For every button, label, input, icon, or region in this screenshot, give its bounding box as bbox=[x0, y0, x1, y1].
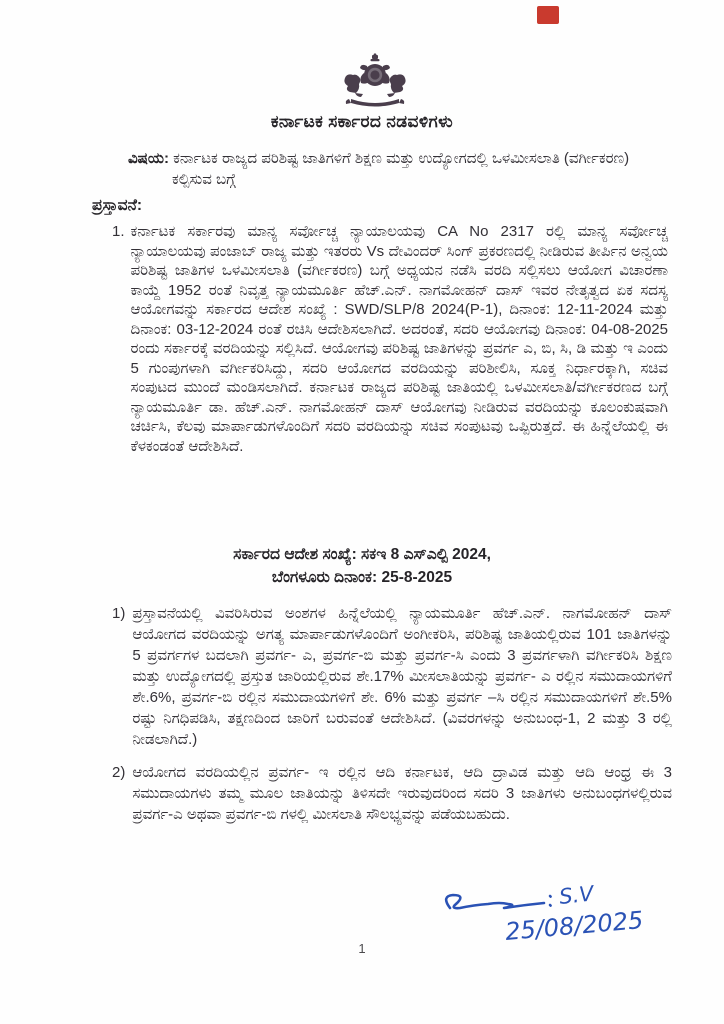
emblem-graphic bbox=[341, 53, 409, 111]
document-title: ಕರ್ನಾಟಕ ಸರ್ಕಾರದ ನಡವಳಿಗಳು bbox=[270, 112, 454, 131]
order-item-text: ಆಯೋಗದ ವರದಿಯಲ್ಲಿನ ಪ್ರವರ್ಗ- ಇ ರಲ್ಲಿನ ಆದಿ ಕರ್ನಾಟಕ, ಆದಿ ದ್ರಾವಿಡ ಮತ್ತು ಆದಿ ಆಂಧ್ರ ಈ 3 ಸಮುದಾಯಗಳು ತಮ್ಮ ಮೂಲ ಜಾತಿಯನ್ನು ತಿಳಿಸದೇ ಇರುವುದರಿಂದ ಸದರಿ 3 ಜಾತಿಗಳು ಅನುಬಂಧಗಳಲ್ಲಿರುವ ಪ್ರವರ್ಗ-ಎ ಅಥವಾ ಪ್ರವರ್ಗ-ಬಿ ಗಳಲ್ಲಿ ಮೀಸಲಾತಿ ಸೌಲಭ್ಯವನ್ನು ಪಡೆಯಬಹುದು. bbox=[132, 764, 672, 823]
signature-date: 25/08/2025 bbox=[504, 906, 645, 946]
preamble-item-text: ಕರ್ನಾಟಕ ಸರ್ಕಾರವು ಮಾನ್ಯ ಸರ್ವೋಚ್ಚ ನ್ಯಾಯಾಲಯವು CA No 2317 ರಲ್ಲಿ ಮಾನ್ಯ ಸರ್ವೋಚ್ಚ ನ್ಯಾಯಾಲಯವು ಪಂಜಾಬ್ ರಾಜ್ಯ ಮತ್ತು ಇತರರು Vs ದೇವಿಂದರ್ ಸಿಂಗ್ ಪ್ರಕರಣದಲ್ಲಿ ನೀಡಿರುವ ತೀರ್ಪಿನ ಅನ್ವಯ ಪರಿಶಿಷ್ಟ ಜಾತಿಗಳ ಒಳಮೀಸಲಾತಿ (ವರ್ಗೀಕರಣ) ಬಗ್ಗೆ ಅಧ್ಯಯನ ನಡೆಸಿ ವರದಿ ಸಲ್ಲಿಸಲು ಆಯೋಗ ವಿಚಾರಣಾ ಕಾಯ್ದೆ 1952 ರಂತೆ ನಿವೃತ್ತ ನ್ಯಾಯಮೂರ್ತಿ ಹೆಚ್.ಎನ್. ನಾಗಮೋಹನ್ ದಾಸ್ ಇವರ ನೇತೃತ್ವದ ಏಕ ಸದಸ್ಯ ಆಯೋಗವನ್ನು ಸರ್ಕಾರದ ಆದೇಶ ಸಂಖ್ಯೆ : SWD/SLP/8 2024(P-1), ದಿನಾಂಕ: 12-11-2024 ಮತ್ತು ದಿನಾಂಕ: 03-12-2024 ರಂತೆ ರಚಿಸಿ ಆದೇಶಿಸಲಾಗಿದೆ. ಅದರಂತೆ, ಸದರಿ ಆಯೋಗವು ದಿನಾಂಕ: 04-08-2025 ರಂದು ಸರ್ಕಾರಕ್ಕೆ ವರದಿಯನ್ನು ಸಲ್ಲಿಸಿದೆ. ಆಯೋಗವು ಪರಿಶಿಷ್ಟ ಜಾತಿಗಳನ್ನು ಪ್ರವರ್ಗ ಎ, ಬಿ, ಸಿ, ಡಿ ಮತ್ತು ಇ ಎಂದು 5 ಗುಂಪುಗಳಾಗಿ ವರ್ಗೀಕರಿಸಿದ್ದು, ಸದರಿ ಆಯೋಗದ ವರದಿಯನ್ನು ಪರಿಶೀಲಿಸಿ, ಸೂಕ್ತ ನಿರ್ಧಾರಕ್ಕಾಗಿ, ಸಚಿವ ಸಂಪುಟದ ಮುಂದೆ ಮಂಡಿಸಲಾಗಿದೆ. ಕರ್ನಾಟಕ ರಾಜ್ಯದ ಪರಿಶಿಷ್ಟ ಜಾತಿಯಲ್ಲಿ ಒಳಮೀಸಲಾತಿ/ವರ್ಗೀಕರಣದ ಬಗ್ಗೆ ನ್ಯಾಯಮೂರ್ತಿ ಡಾ. ಹೆಚ್.ಎನ್. ನಾಗಮೋಹನ್ ದಾಸ್ ಆಯೋಗವು ನೀಡಿರುವ ವರದಿಯನ್ನು ಕೂಲಂಕುಷವಾಗಿ ಚರ್ಚಿಸಿ, ಕೆಲವು ಮಾರ್ಪಾಡುಗಳೊಂದಿಗೆ ಸದರಿ ವರದಿಯನ್ನು ಸಚಿವ ಸಂಪುಟವು ಒಪ್ಪಿರುತ್ತದೆ. ಈ ಹಿನ್ನೆಲೆಯಲ್ಲಿ ಈ ಕೆಳಕಂಡಂತೆ ಆದೇಶಿಸಿದೆ. bbox=[130, 223, 668, 455]
order-items bbox=[112, 603, 672, 837]
page-number: 1 bbox=[358, 941, 366, 956]
order-item-text: ಪ್ರಸ್ತಾವನೆಯಲ್ಲಿ ವಿವರಿಸಿರುವ ಅಂಶಗಳ ಹಿನ್ನೆಲೆಯಲ್ಲಿ ನ್ಯಾಯಮೂರ್ತಿ ಹೆಚ್.ಎನ್. ನಾಗಮೋಹನ್ ದಾಸ್ ಆಯೋಗದ ವರದಿಯನ್ನು ಅಗತ್ಯ ಮಾರ್ಪಾಡುಗಳೊಂದಿಗೆ ಅಂಗೀಕರಿಸಿ, ಪರಿಶಿಷ್ಟ ಜಾತಿಯಲ್ಲಿರುವ 101 ಜಾತಿಗಳನ್ನು 5 ಪ್ರವರ್ಗಗಳ ಬದಲಾಗಿ ಪ್ರವರ್ಗ- ಎ, ಪ್ರವರ್ಗ-ಬಿ ಮತ್ತು ಪ್ರವರ್ಗ-ಸಿ ಎಂದು 3 ಪ್ರವರ್ಗಳಾಗಿ ವರ್ಗೀಕರಿಸಿ ಶಿಕ್ಷಣ ಮತ್ತು ಉದ್ಯೋಗದಲ್ಲಿ ಪ್ರಸ್ತುತ ಜಾರಿಯಲ್ಲಿರುವ ಶೇ.17% ಮೀಸಲಾತಿಯನ್ನು ಪ್ರವರ್ಗ- ಎ ರಲ್ಲಿನ ಸಮುದಾಯಗಳಿಗೆ ಶೇ.6%, ಪ್ರವರ್ಗ-ಬಿ ರಲ್ಲಿನ ಸಮುದಾಯಗಳಿಗೆ ಶೇ. 6% ಮತ್ತು ಪ್ರವರ್ಗ –ಸಿ ರಲ್ಲಿನ ಸಮುದಾಯಗಳಿಗೆ ಶೇ.5% ರಷ್ಟು ನಿಗಧಿಪಡಿಸಿ, ತಕ್ಷಣದಿಂದ ಜಾರಿಗೆ ಬರುವಂತೆ ಆದೇಶಿಸಿದೆ. (ವಿವರಗಳನ್ನು ಅನುಬಂಧ-1, 2 ಮತ್ತು 3 ರಲ್ಲಿ ನೀಡಲಾಗಿದೆ.) bbox=[132, 605, 672, 748]
signature-initials: S.V bbox=[558, 881, 595, 909]
karnataka-gandaberunda-emblem bbox=[341, 53, 409, 111]
subject-label: ವಿಷಯ: bbox=[128, 150, 169, 167]
red-corner-mark bbox=[537, 6, 559, 24]
preamble-item-1 bbox=[112, 222, 668, 456]
subject-row bbox=[128, 148, 648, 190]
order-item-number: 2) bbox=[112, 764, 126, 781]
order-item-number: 1) bbox=[112, 605, 126, 622]
preamble-item-number: 1. bbox=[112, 223, 125, 240]
order-heading bbox=[0, 543, 724, 589]
preamble-heading: ಪ್ರಸ್ತಾವನೆ: bbox=[92, 197, 142, 214]
order-heading-line2: ಬೆಂಗಳೂರು ದಿನಾಂಕ: 25-8-2025 bbox=[271, 569, 453, 586]
order-heading-line1: ಸರ್ಕಾರದ ಆದೇಶ ಸಂಖ್ಯೆ: ಸಕಇ 8 ಎಸ್ಎಲ್ಪಿ 2024, bbox=[233, 546, 491, 563]
order-item-1 bbox=[112, 603, 672, 750]
subject-text: ಕರ್ನಾಟಕ ರಾಜ್ಯದ ಪರಿಶಿಷ್ಟ ಜಾತಿಗಳಿಗೆ ಶಿಕ್ಷಣ ಮತ್ತು ಉದ್ಯೋಗದಲ್ಲಿ ಒಳಮೀಸಲಾತಿ (ವರ್ಗೀಕರಣ) ಕಲ್ಪಿಸುವ ಬಗ್ಗೆ bbox=[172, 150, 630, 188]
order-item-2 bbox=[112, 762, 672, 825]
